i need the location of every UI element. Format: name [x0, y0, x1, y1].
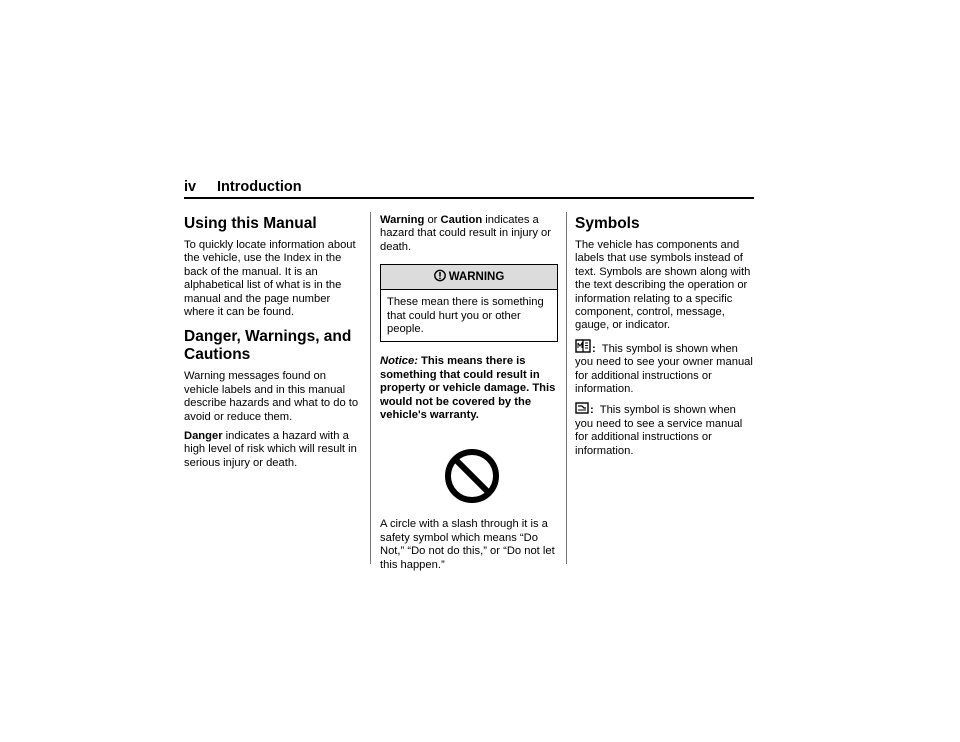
- warning-box-title: WARNING: [448, 271, 505, 284]
- para-using-manual: To quickly locate information about the vehicle, use the Index in the back of the manual. It is an alphabetical list of what is in the manual and the page number where it can be found.: [184, 239, 356, 319]
- para-symbols-intro: The vehicle has components and labels that use symbols instead of text. Symbols are shown along with the text describing the operation or information relating to a specific component, control, message, gauge, or indicator.: [575, 239, 751, 332]
- symbol1-colon: :: [592, 342, 596, 355]
- warning-box-text: These mean there is something that could hurt you or other people.: [387, 296, 544, 336]
- heading-symbols: Symbols: [575, 215, 640, 232]
- para-warning-caution: [380, 214, 556, 254]
- section-title: Introduction: [217, 179, 302, 195]
- danger-text: indicates a hazard with a high level of risk which will result in serious injury or death.: [184, 430, 357, 469]
- warning-box-header: [381, 265, 557, 290]
- para-warning-messages: Warning messages found on vehicle labels and in this manual describe hazards and what to do to avoid or reduce them.: [184, 370, 359, 423]
- warning-icon: [434, 269, 446, 282]
- symbol-owner-manual: [575, 339, 755, 397]
- warning-box: [380, 264, 558, 342]
- symbol2-colon: :: [590, 404, 594, 417]
- notice-paragraph: [380, 355, 556, 422]
- service-manual-icon: [575, 402, 589, 414]
- symbol-service-manual: [575, 402, 755, 458]
- owner-manual-icon: [575, 339, 591, 353]
- heading-danger-warnings: Danger, Warnings, and Cautions: [184, 328, 352, 364]
- heading-using-manual: Using this Manual: [184, 215, 317, 232]
- column-divider: [370, 212, 371, 564]
- symbol2-text: This symbol is shown when you need to see a service manual for additional instructions or information.: [575, 404, 743, 457]
- para-danger: [184, 430, 360, 470]
- notice-label: Notice:: [380, 355, 418, 368]
- caution-term: Caution: [440, 214, 483, 226]
- notice-text: This means there is something that could result in property or vehicle damage. This would not be covered by the vehicle's warranty.: [380, 355, 556, 422]
- warning-term: Warning: [380, 214, 425, 226]
- warning-caution-text: indicates a hazard that could result in injury or death.: [380, 214, 552, 253]
- column-right: [575, 214, 755, 464]
- page-header: [184, 179, 754, 199]
- symbol1-text: This symbol is shown when you need to see your owner manual for additional instructions or information.: [575, 342, 753, 396]
- or-text: or: [424, 214, 441, 226]
- column-left: [184, 214, 360, 476]
- column-divider: [566, 212, 567, 564]
- page-number: iv: [184, 179, 197, 195]
- danger-term: Danger: [184, 430, 223, 443]
- prohibition-sign-text: A circle with a slash through it is a safety symbol which means “Do Not,” “Do not do this,” or “Do not let this happen.”: [380, 518, 555, 571]
- column-middle: [380, 214, 556, 578]
- prohibition-icon: [444, 448, 500, 504]
